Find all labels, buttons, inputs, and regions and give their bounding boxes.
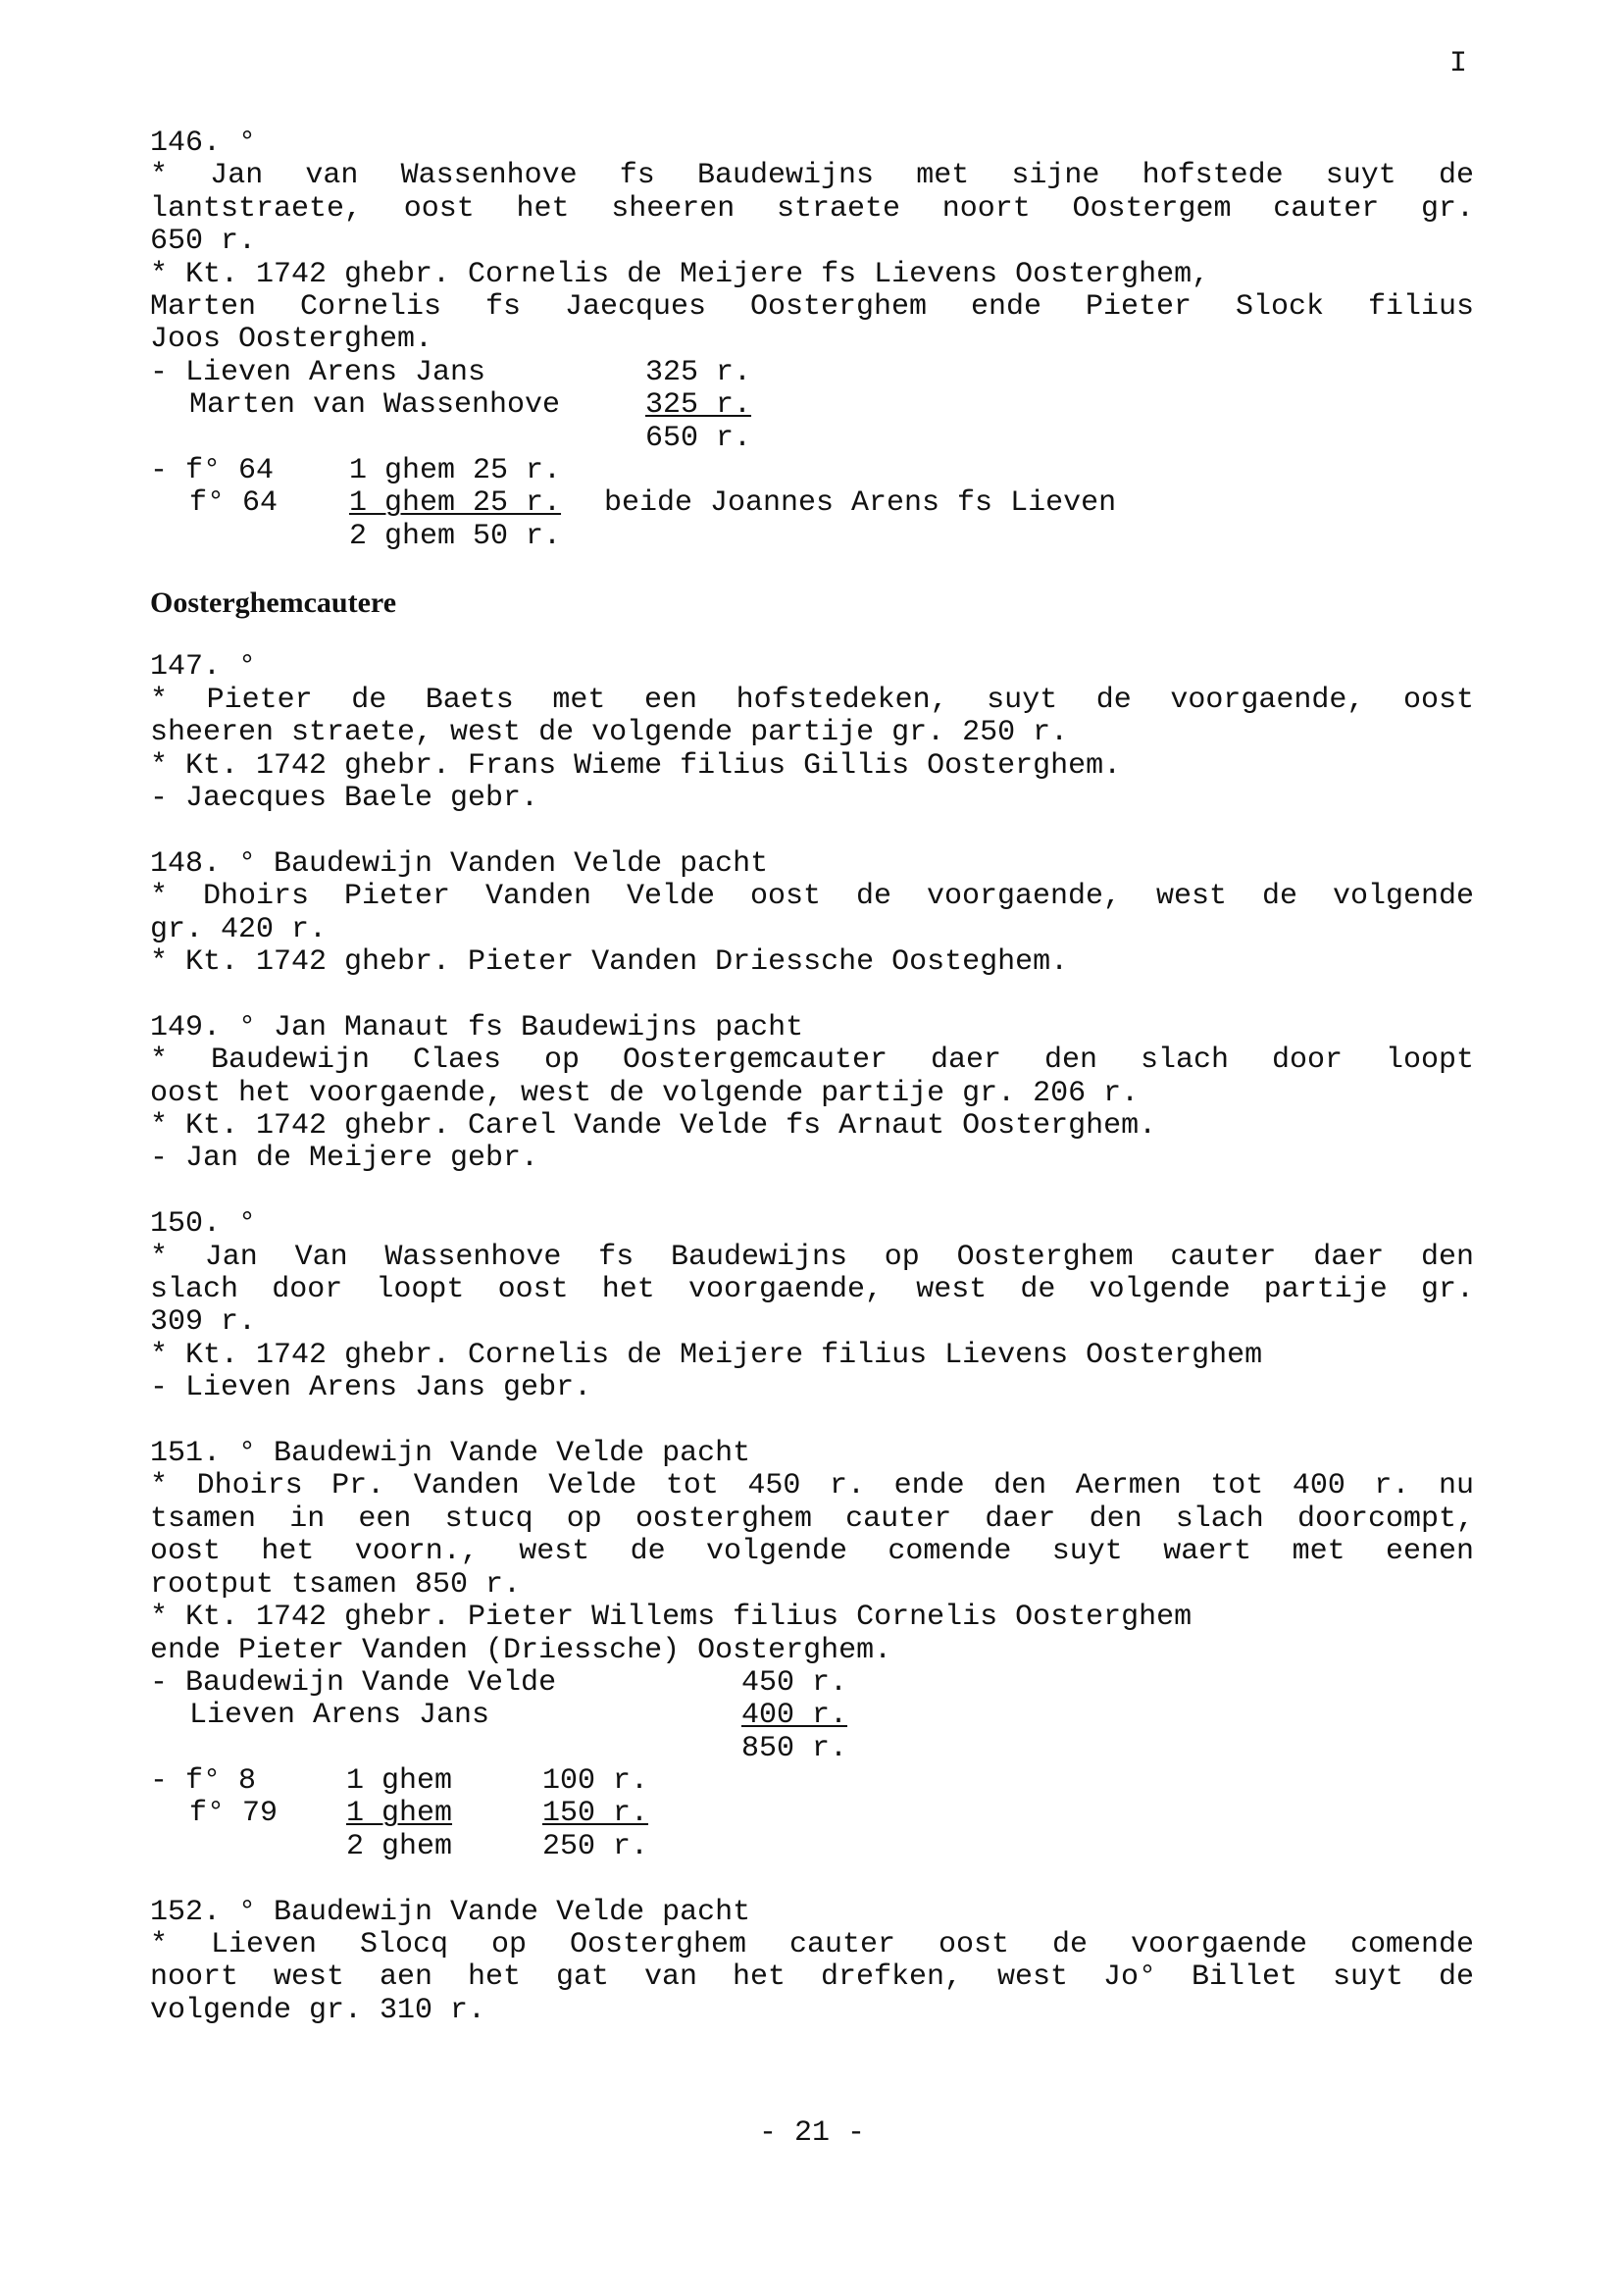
entry-line: - Lieven Arens Jans gebr. (150, 1371, 592, 1405)
owner-row (150, 389, 1474, 422)
owner-row (150, 1667, 1474, 1700)
entry-line: volgende gr. 310 r. (150, 1993, 486, 2027)
folio-ghem: 1 ghem (346, 1764, 453, 1799)
entry-line: lantstraete, oost het sheeren straete noort Oostergem cauter gr. (150, 191, 1474, 226)
entry-line: - Jan de Meijere gebr. (150, 1142, 539, 1176)
folio-value: 1 ghem 25 r. (349, 486, 562, 521)
entry-146 (150, 127, 1474, 553)
entry-line: * Jan van Wassenhove fs Baudewijns met sijne hofstede suyt de (150, 159, 1474, 193)
entry-line: ende Pieter Vanden (Driessche) Oosterghem. (150, 1633, 892, 1667)
entry-number: 149. ° Jan Manaut fs Baudewijns pacht (150, 1010, 804, 1044)
owner-name: Lieven Arens Jans (189, 1699, 490, 1733)
entry-line: oost het voorgaende, west de volgende partije gr. 206 r. (150, 1076, 1140, 1110)
folio-ref: - f° 64 (150, 454, 275, 488)
owner-value: 325 r. (645, 388, 752, 423)
owner-value: 450 r. (741, 1665, 848, 1700)
entry-line: * Kt. 1742 ghebr. Carel Vande Velde fs Arnaut Oosterghem. (150, 1109, 1157, 1144)
owner-name: Marten van Wassenhove (189, 388, 561, 423)
entry-line: * Jan Van Wassenhove fs Baudewijns op Oosterghem cauter daer den (150, 1240, 1474, 1274)
entry-150 (150, 1208, 1474, 1404)
folio-value: 100 r. (542, 1764, 649, 1799)
entry-line: oost het voorn., west de volgende comende suyt waert met eenen (150, 1535, 1474, 1569)
entry-line: 309 r. (150, 1305, 257, 1340)
folio-value: 1 ghem 25 r. (349, 454, 562, 488)
folio-row (150, 487, 1474, 520)
folio-row (150, 1765, 1474, 1798)
entry-line: Joos Oosterghem. (150, 323, 433, 357)
entry-line: * Lieven Slocq op Oosterghem cauter oost de voorgaende comende (150, 1928, 1474, 1962)
entry-line: * Dhoirs Pr. Vanden Velde tot 450 r. ende den Aermen tot 400 r. nu (150, 1469, 1474, 1503)
owner-total: 850 r. (741, 1731, 848, 1765)
entry-number: 150. ° (150, 1207, 257, 1242)
entry-line: noort west aen het gat van het drefken, west Jo° Billet suyt de (150, 1960, 1474, 1995)
section-heading: Oosterghemcautere (150, 585, 397, 619)
entry-147 (150, 651, 1474, 815)
owner-value: 400 r. (741, 1699, 848, 1733)
folio-row (150, 1798, 1474, 1830)
entry-line: slach door loopt oost het voorgaende, west de volgende partije gr. (150, 1273, 1474, 1307)
entry-152 (150, 1897, 1474, 2028)
owner-total-row (150, 423, 1474, 455)
owner-total: 650 r. (645, 421, 752, 455)
entry-number: 151. ° Baudewijn Vande Velde pacht (150, 1437, 751, 1471)
page-number: - 21 - (758, 2116, 866, 2150)
entry-line: * Kt. 1742 ghebr. Pieter Vanden Driessche Oosteghem. (150, 945, 1069, 980)
entry-line: * Baudewijn Claes op Oostergemcauter daer den slach door loopt (150, 1044, 1474, 1078)
folio-total-ghem: 2 ghem (346, 1829, 453, 1863)
entry-line: rootput tsamen 850 r. (150, 1567, 522, 1602)
entry-line: gr. 420 r. (150, 912, 328, 946)
folio-ref: f° 64 (189, 486, 279, 521)
entry-148 (150, 848, 1474, 980)
entry-number: 147. ° (150, 650, 257, 685)
entry-line: - Jaecques Baele gebr. (150, 782, 539, 815)
entry-line: * Dhoirs Pieter Vanden Velde oost de voorgaende, west de volgende (150, 880, 1474, 914)
folio-note: beide Joannes Arens fs Lieven (604, 486, 1117, 521)
entry-line: Marten Cornelis fs Jaecques Oosterghem ende Pieter Slock filius (150, 290, 1474, 325)
owner-total-row (150, 1733, 1474, 1765)
entry-line: * Kt. 1742 ghebr. Frans Wieme filius Gillis Oosterghem. (150, 748, 1122, 783)
owner-row (150, 357, 1474, 389)
document-body (150, 127, 1474, 2061)
folio-total-row (150, 1831, 1474, 1863)
entry-number: 146. ° (150, 127, 257, 160)
page-corner-mark: I (1449, 47, 1468, 80)
folio-ref: f° 79 (189, 1797, 279, 1831)
owner-value: 325 r. (645, 355, 752, 389)
entry-line: sheeren straete, west de volgende partije gr. 250 r. (150, 716, 1069, 750)
entry-line: * Kt. 1742 ghebr. Cornelis de Meijere filius Lievens Oosterghem (150, 1338, 1263, 1372)
entry-line: tsamen in een stucq op oosterghem cauter daer den slach doorcompt, (150, 1502, 1474, 1536)
entry-line: 650 r. (150, 225, 257, 259)
entry-line: * Kt. 1742 ghebr. Pieter Willems filius Cornelis Oosterghem (150, 1601, 1193, 1635)
folio-total: 2 ghem 50 r. (349, 519, 562, 553)
folio-total-value: 250 r. (542, 1829, 649, 1863)
folio-row (150, 455, 1474, 487)
folio-ref: - f° 8 (150, 1764, 257, 1799)
entry-151 (150, 1438, 1474, 1863)
entry-149 (150, 1012, 1474, 1176)
folio-total-row (150, 521, 1474, 553)
entry-number: 148. ° Baudewijn Vanden Velde pacht (150, 846, 769, 881)
folio-value: 150 r. (542, 1797, 649, 1831)
entry-line: * Kt. 1742 ghebr. Cornelis de Meijere fs Lievens Oosterghem, (150, 257, 1210, 291)
owner-row (150, 1700, 1474, 1732)
entry-number: 152. ° Baudewijn Vande Velde pacht (150, 1895, 751, 1929)
owner-name: - Baudewijn Vande Velde (150, 1665, 557, 1700)
owner-name: - Lieven Arens Jans (150, 355, 486, 389)
entry-line: * Pieter de Baets met een hofstedeken, suyt de voorgaende, oost (150, 683, 1474, 717)
folio-ghem: 1 ghem (346, 1797, 453, 1831)
